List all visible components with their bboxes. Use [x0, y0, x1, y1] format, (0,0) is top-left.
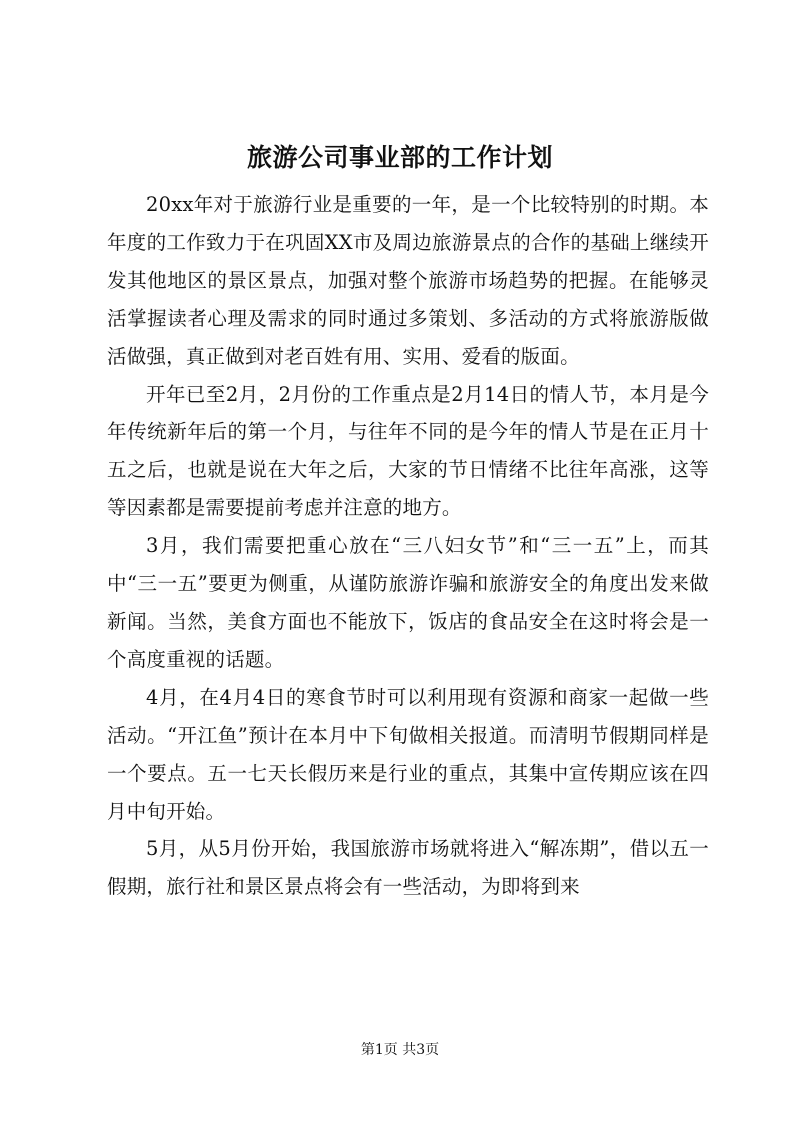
paragraph-march: 3月，我们需要把重心放在“三八妇女节”和“三一五”上，而其中“三一五”要更为侧重，从谨防旅游诈骗和旅游安全的角度出发来做新闻。当然，美食方面也不能放下，饭店的食品安全在这时将会是一个高度重视的话题。 — [107, 534, 709, 671]
document-body — [107, 186, 709, 906]
page-number-footer: 第1页 共3页 — [360, 1042, 440, 1058]
paragraph-intro: 20xx年对于旅游行业是重要的一年，是一个比较特别的时期。本年度的工作致力于在巩固XX市及周边旅游景点的合作的基础上继续开发其他地区的景区景点，加强对整个旅游市场趋势的把握。在能够灵活掌握读者心理及需求的同时通过多策划、多活动的方式将旅游版做活做强，真正做到对老百姓有用、实用、爱看的版面。 — [107, 193, 709, 368]
paragraph-may: 5月，从5月份开始，我国旅游市场就将进入“解冻期”，借以五一假期，旅行社和景区景点将会有一些活动，为即将到来 — [107, 837, 709, 899]
paragraph-april: 4月，在4月4日的寒食节时可以利用现有资源和商家一起做一些活动。“开江鱼”预计在本月中下旬做相关报道。而清明节假期同样是一个要点。五一七天长假历来是行业的重点，其集中宣传期应该在四月中旬开始。 — [107, 685, 709, 823]
paragraph-february: 开年已至2月，2月份的工作重点是2月14日的情人节，本月是今年传统新年后的第一个月，与往年不同的是今年的情人节是在正月十五之后，也就是说在大年之后，大家的节日情绪不比往年高涨，这等等因素都是需要提前考虑并注意的地方。 — [107, 382, 709, 520]
document-title: 旅游公司事业部的工作计划 — [246, 143, 553, 172]
